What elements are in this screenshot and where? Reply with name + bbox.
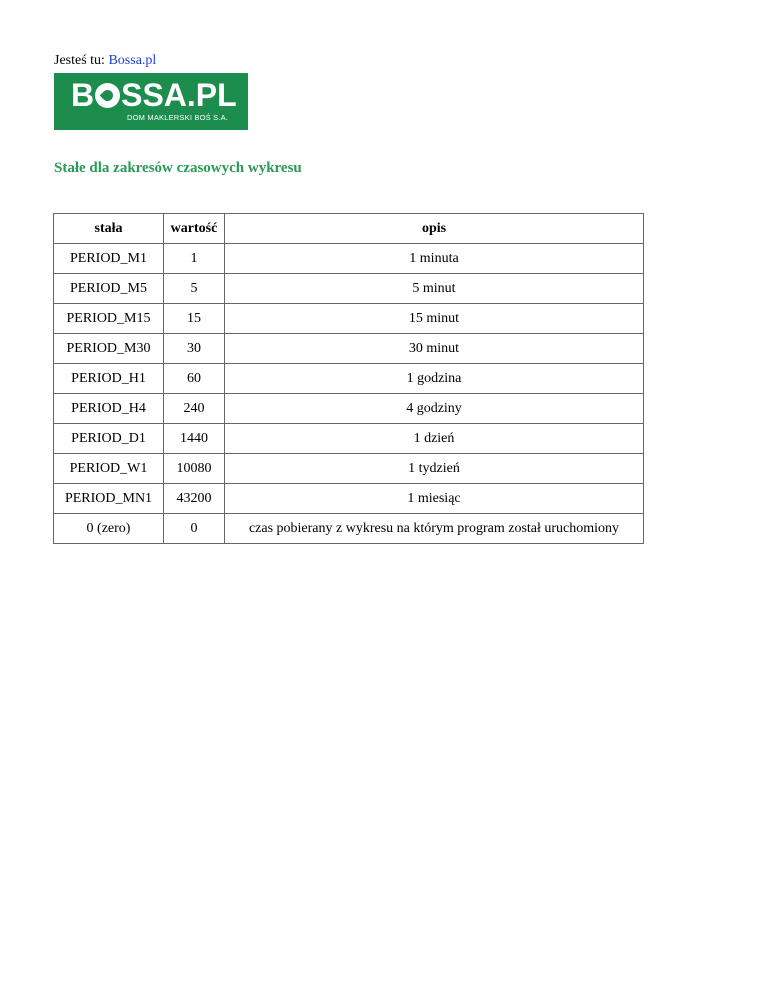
cell-constant: PERIOD_MN1 [54,484,164,514]
cell-value: 10080 [164,454,225,484]
breadcrumb [54,52,156,70]
cell-constant: PERIOD_W1 [54,454,164,484]
table-row [54,514,644,544]
table-row [54,304,644,334]
cell-constant: PERIOD_M30 [54,334,164,364]
logo-word-left: B [71,77,95,113]
constants-table [53,213,644,544]
cell-description: 1 dzień [225,424,644,454]
cell-value: 240 [164,394,225,424]
cell-constant: PERIOD_H4 [54,394,164,424]
cell-description: 30 minut [225,334,644,364]
bossa-logo[interactable] [54,73,248,130]
cell-value: 5 [164,274,225,304]
table-row [54,244,644,274]
cell-constant: PERIOD_D1 [54,424,164,454]
cell-description: czas pobierany z wykresu na którym program został uruchomiony [225,514,644,544]
cell-value: 0 [164,514,225,544]
table-row [54,274,644,304]
breadcrumb-prefix: Jesteś tu: [54,53,109,68]
cell-constant: PERIOD_M5 [54,274,164,304]
cell-description: 1 minuta [225,244,644,274]
cell-constant: PERIOD_M1 [54,244,164,274]
cell-description: 5 minut [225,274,644,304]
cell-description: 4 godziny [225,394,644,424]
cell-value: 30 [164,334,225,364]
logo-tagline: DOM MAKLERSKI BOŚ S.A. [127,113,229,122]
table-row [54,424,644,454]
cell-value: 1440 [164,424,225,454]
cell-description: 1 tydzień [225,454,644,484]
cell-description: 1 godzina [225,364,644,394]
cell-value: 43200 [164,484,225,514]
header-wartosc: wartość [164,214,225,244]
table-row [54,454,644,484]
table-row [54,484,644,514]
table-row [54,364,644,394]
clover-icon [95,83,120,108]
table-row [54,394,644,424]
cell-value: 60 [164,364,225,394]
cell-constant: 0 (zero) [54,514,164,544]
logo-word-right: SSA.PL [121,77,237,113]
page-title: Stałe dla zakresów czasowych wykresu [54,160,302,176]
breadcrumb-link-bossa[interactable]: Bossa.pl [108,53,157,68]
header-opis: opis [225,214,644,244]
cell-constant: PERIOD_M15 [54,304,164,334]
cell-description: 15 minut [225,304,644,334]
logo-wordmark [71,77,237,113]
cell-constant: PERIOD_H1 [54,364,164,394]
table-header-row [54,214,644,244]
header-stala: stała [54,214,164,244]
table-row [54,334,644,364]
cell-value: 1 [164,244,225,274]
cell-value: 15 [164,304,225,334]
cell-description: 1 miesiąc [225,484,644,514]
